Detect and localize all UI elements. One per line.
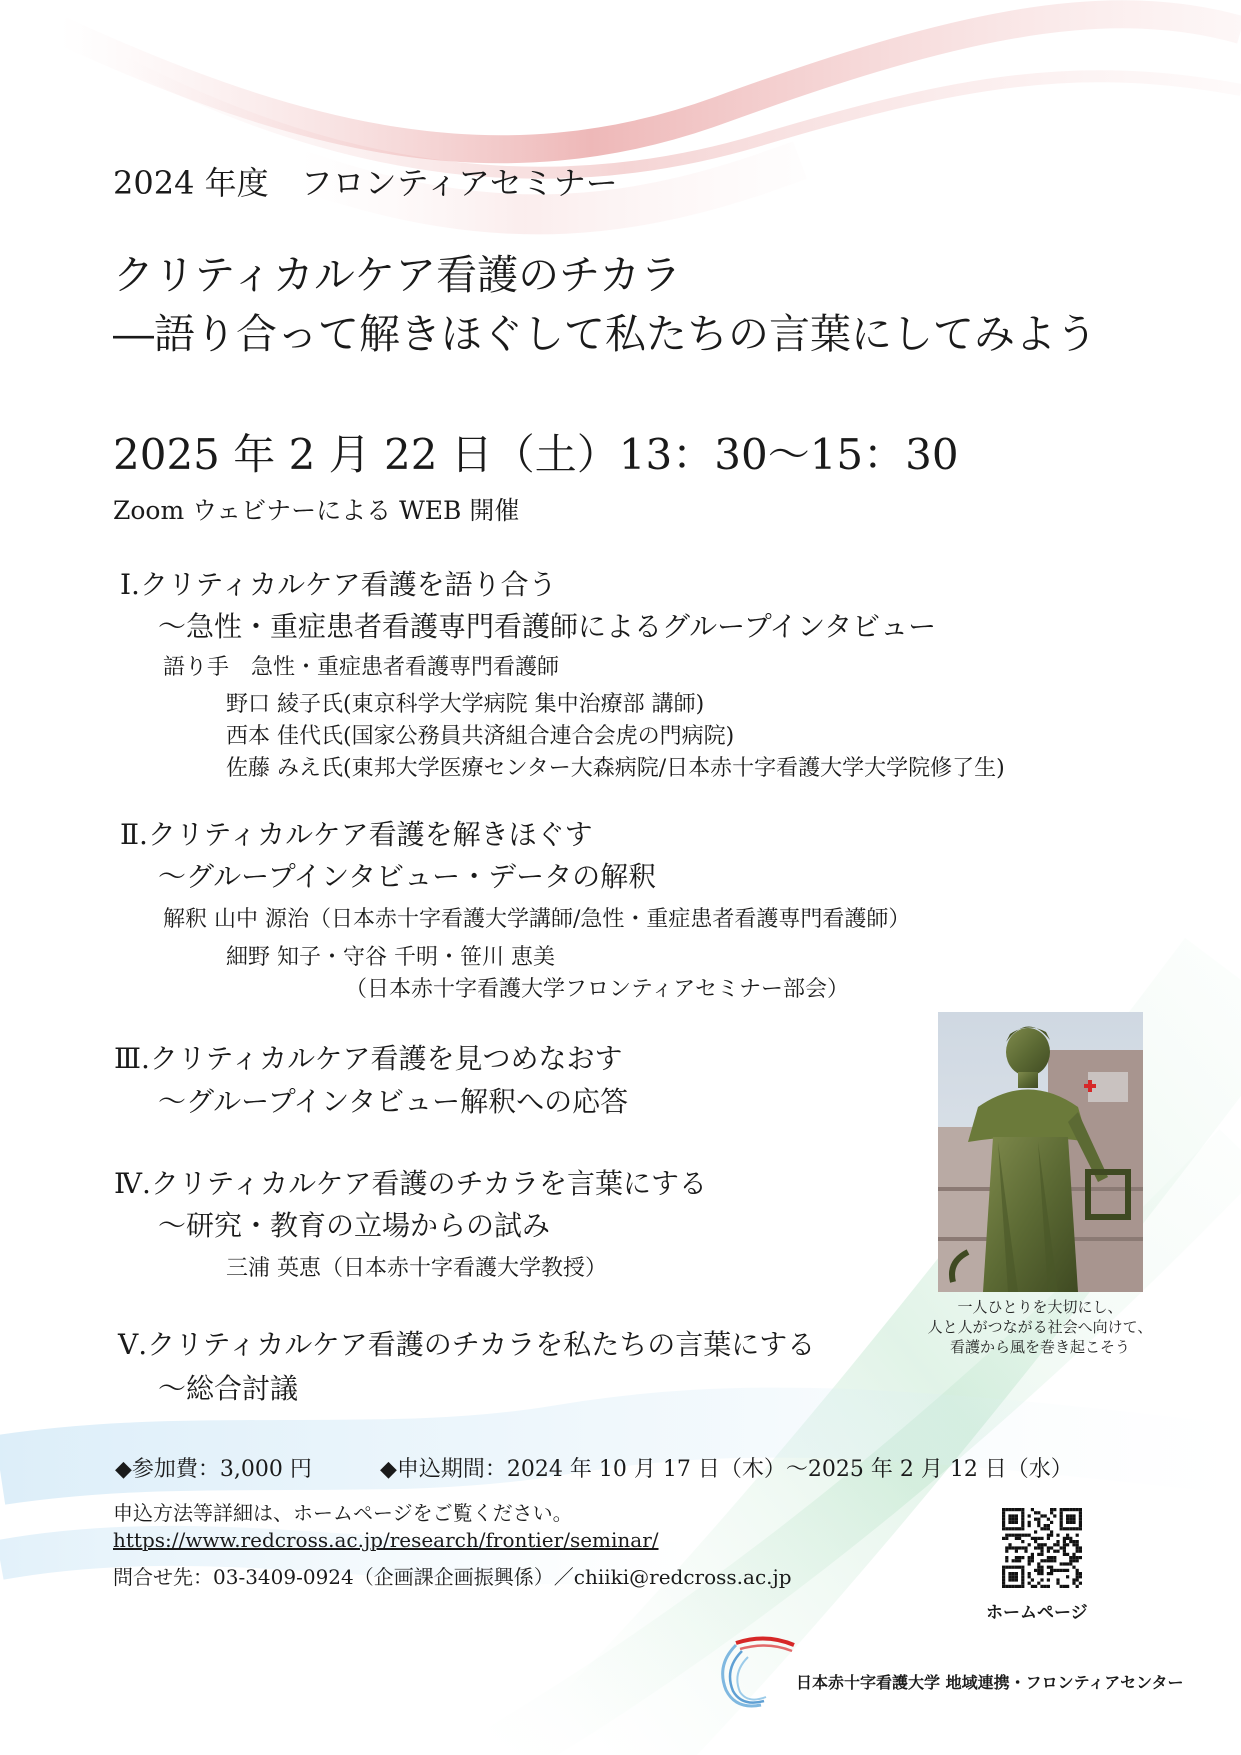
section-2-subheading: ～グループインタビュー・データの解釈 — [158, 860, 657, 893]
section-1-person-2: 西本 佳代氏(国家公務員共済組合連合会虎の門病院) — [226, 724, 735, 749]
details-note: 申込方法等詳細は、ホームページをご覧ください。 — [113, 1501, 573, 1525]
caption-line-1: 一人ひとりを大切にし、 — [957, 1298, 1123, 1316]
section-5-heading: Ⅴ.クリティカルケア看護のチカラを私たちの言葉にする — [118, 1328, 816, 1361]
qr-label: ホームページ — [986, 1603, 1088, 1623]
section-3-heading: Ⅲ.クリティカルケア看護を見つめなおす — [114, 1042, 623, 1075]
statue-photo — [938, 1012, 1143, 1292]
title-line-2: ―語り合って解きほぐして私たちの言葉にしてみよう — [113, 310, 1097, 358]
university-logo — [706, 1635, 796, 1715]
section-1-subheading: ～急性・重症患者看護専門看護師によるグループインタビュー — [158, 610, 937, 643]
section-4-subheading: ～研究・教育の立場からの試み — [158, 1209, 551, 1242]
section-2-members: 細野 知子・守谷 千明・笹川 恵美 — [226, 945, 555, 970]
section-2-interpreter: 解釈 山中 源治（日本赤十字看護大学講師/急性・重症患者看護専門看護師） — [163, 907, 911, 932]
qr-code[interactable] — [1002, 1508, 1082, 1588]
statue-image — [938, 1012, 1143, 1292]
section-3-subheading: ～グループインタビュー解釈への応答 — [158, 1085, 629, 1118]
section-2-affiliation: （日本赤十字看護大学フロンティアセミナー部会） — [345, 977, 850, 1002]
section-1-person-1: 野口 綾子氏(東京科学大学病院 集中治療部 講師) — [226, 692, 705, 717]
section-2-heading: Ⅱ.クリティカルケア看護を解きほぐす — [120, 818, 593, 851]
section-4-heading: Ⅳ.クリティカルケア看護のチカラを言葉にする — [114, 1167, 707, 1200]
section-1-role: 語り手 急性・重症患者看護専門看護師 — [163, 655, 560, 680]
caption-line-3: 看護から風を巻き起こそう — [949, 1338, 1130, 1356]
section-1-person-3: 佐藤 みえ氏(東邦大学医療センター大森病院/日本赤十字看護大学大学院修了生) — [226, 756, 1005, 781]
photo-caption — [890, 1297, 1190, 1357]
section-1-heading: Ⅰ.クリティカルケア看護を語り合う — [120, 568, 557, 601]
fee: ◆参加費：3,000 円 — [115, 1457, 312, 1482]
contact-info: 問合せ先：03-3409-0924（企画課企画振興係）／chiiki@redcross.ac.jp — [113, 1565, 792, 1589]
seminar-url-link[interactable]: https://www.redcross.ac.jp/research/frontier/seminar/ — [113, 1528, 659, 1552]
series-label: 2024 年度 フロンティアセミナー — [113, 164, 618, 202]
event-venue: Zoom ウェビナーによる WEB 開催 — [113, 496, 520, 525]
qr-code-icon — [1002, 1508, 1082, 1588]
caption-line-2: 人と人がつながる社会へ向けて、 — [927, 1318, 1153, 1336]
organization-name: 日本赤十字看護大学 地域連携・フロンティアセンター — [796, 1673, 1184, 1692]
section-4-person: 三浦 英恵（日本赤十字看護大学教授） — [226, 1256, 607, 1281]
title-line-1: クリティカルケア看護のチカラ — [113, 251, 682, 299]
event-datetime: 2025 年 2 月 22 日（土）13：30～15：30 — [113, 430, 959, 479]
application-period: ◆申込期間：2024 年 10 月 17 日（木）～2025 年 2 月 12 日（水） — [380, 1457, 1073, 1482]
section-5-subheading: ～総合討議 — [158, 1372, 299, 1405]
swirl-logo-icon — [706, 1635, 796, 1715]
